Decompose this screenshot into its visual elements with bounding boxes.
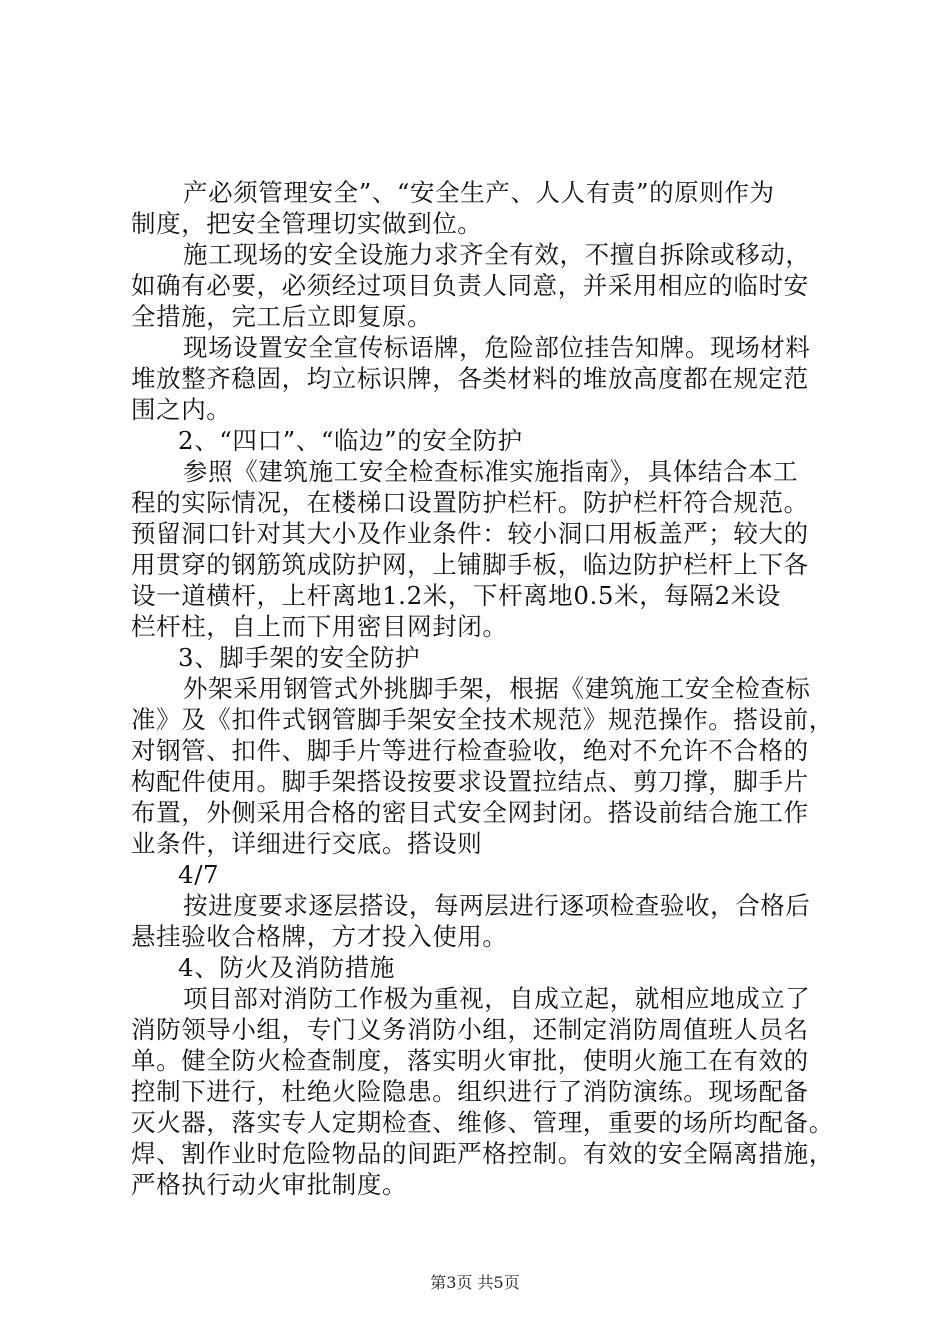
text-line: 业条件，详细进行交底。搭设则 (131, 829, 483, 858)
text-line: 焊、割作业时危险物品的间距严格控制。有效的安全隔离措施， (131, 1139, 834, 1168)
page-footer: 第3页 共5页 (430, 1273, 520, 1292)
text-line: 单。健全防火检查制度，落实明火审批，使明火施工在有效的 (131, 1046, 809, 1075)
text-line: 围之内。 (131, 395, 232, 424)
text-line: 程的实际情况，在楼梯口设置防护栏杆。防护栏杆符合规范。 (131, 488, 809, 517)
text-line: 全措施，完工后立即复原。 (131, 302, 433, 331)
text-line: 制度，把安全管理切实做到位。 (131, 209, 483, 238)
text-line: 外架采用钢管式外挑脚手架，根据《建筑施工安全检查标 (183, 674, 811, 703)
text-line: 按进度要求逐层搭设，每两层进行逐项检查验收，合格后 (183, 891, 811, 920)
text-line: 对钢管、扣件、脚手片等进行检查验收，绝对不允许不合格的 (131, 736, 809, 765)
text-line: 施工现场的安全设施力求齐全有效，不擅自拆除或移动， (183, 240, 811, 269)
text-line: 消防领导小组，专门义务消防小组，还制定消防周值班人员名 (131, 1015, 809, 1044)
text-line: 如确有必要，必须经过项目负责人同意，并采用相应的临时安 (131, 271, 809, 300)
text-line: 产必须管理安全”、“安全生产、人人有责”的原则作为 (183, 178, 775, 207)
section-heading: 4、防火及消防措施 (178, 953, 395, 982)
text-line: 灭火器，落实专人定期检查、维修、管理，重要的场所均配备。 (131, 1108, 834, 1137)
text-line: 准》及《扣件式钢管脚手架安全技术规范》规范操作。搭设前， (131, 705, 834, 734)
text-line: 严格执行动火审批制度。 (131, 1170, 408, 1199)
text-line: 控制下进行，杜绝火险隐患。组织进行了消防演练。现场配备 (131, 1077, 809, 1106)
section-heading: 2、“四口”、“临边”的安全防护 (178, 426, 523, 455)
text-line: 栏杆柱，自上而下用密目网封闭。 (131, 612, 508, 641)
text-line: 现场设置安全宣传标语牌，危险部位挂告知牌。现场材料 (183, 333, 811, 362)
section-heading: 3、脚手架的安全防护 (178, 643, 421, 672)
inline-page-number: 4/7 (178, 860, 220, 889)
text-line: 悬挂验收合格牌，方才投入使用。 (131, 922, 508, 951)
text-line: 设一道横杆，上杆离地1.2米，下杆离地0.5米，每隔2米设 (131, 581, 781, 610)
text-line: 布置，外侧采用合格的密目式安全网封闭。搭设前结合施工作 (131, 798, 809, 827)
text-line: 用贯穿的钢筋筑成防护网，上铺脚手板，临边防护栏杆上下各 (131, 550, 809, 579)
text-line: 预留洞口针对其大小及作业条件：较小洞口用板盖严；较大的 (131, 519, 809, 548)
text-line: 堆放整齐稳固，均立标识牌，各类材料的堆放高度都在规定范 (131, 364, 809, 393)
text-line: 构配件使用。脚手架搭设按要求设置拉结点、剪刀撑，脚手片 (131, 767, 809, 796)
text-line: 项目部对消防工作极为重视，自成立起，就相应地成立了 (183, 984, 811, 1013)
text-line: 参照《建筑施工安全检查标准实施指南》，具体结合本工 (183, 457, 799, 486)
